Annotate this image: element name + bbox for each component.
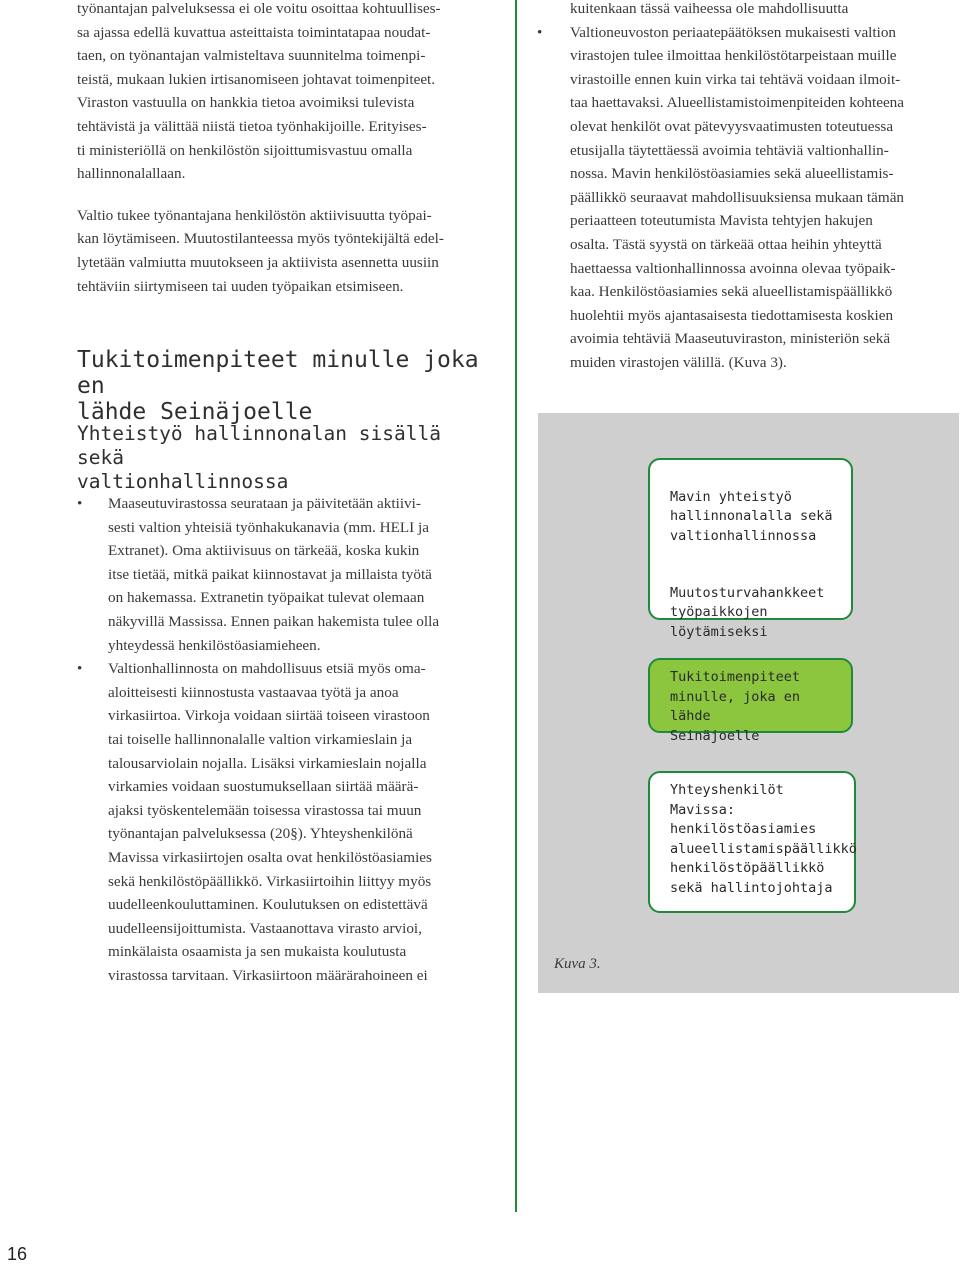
- left-bullet-list: [77, 492, 497, 987]
- list-item: [77, 657, 497, 987]
- bullet-text-3: Valtioneuvoston periaatepäätöksen mukaisesti valtion virastojen tulee ilmoittaa henkilöstötarpeistaan muille virastoille ennen kuin virka tai tehtävä voidaan ilmoit- taa haettavaksi. Alueellistamistoimenpiteiden kohteena olevat henkilöt ovat pätevyysvaatimusten toteutuessa etusijalla täytettäessä avoimia tehtäviä valtionhallin- nossa. Mavin henkilöstöasiamies sekä alueellistamis- päällikkö seuraavat mahdollisuuksiensa mukaan tämän periaatteen toteutumista Mavista tehtyjen hakujen osalta. Tästä syystä on tärkeää ottaa heihin yhteyttä haettaessa valtionhallinnossa avoinna olevaa työpaik- kaa. Henkilöstöasiamies sekä alueellistamispäällikkö huolehtii myös ajantasaisesta tiedottamisesta koskien avoimia tehtäviä Maaseutuviraston, ministeriön sekä muiden virastojen välillä. (Kuva 3).: [570, 23, 905, 371]
- diagram-box-support-measures: Tukitoimenpiteet minulle, joka en lähde Seinäjoelle: [648, 658, 853, 733]
- figure-caption: Kuva 3.: [554, 956, 601, 972]
- box-text: Mavin yhteistyö hallinnonalalla sekä valtionhallinnossa: [670, 488, 833, 544]
- figure-diagram: [538, 413, 959, 993]
- diagram-box-contacts: Yhteyshenkilöt Mavissa: henkilöstöasiamies alueellistamispäällikkö henkilöstöpäällikkö sekä hallintojohtaja: [648, 771, 856, 913]
- section-heading: Tukitoimenpiteet minulle joka en lähde Seinäjoelle: [77, 347, 479, 425]
- paragraph-2: Valtio tukee työnantajana henkilöstön aktiivisuutta työpai- kan löytämiseen. Muutostilanteessa myös työntekijältä edel- lytetään valmiutta muutokseen ja aktiivista asennetta uusiin tehtäviin siirtymiseen tai uuden työpaikan etsimiseen.: [77, 206, 444, 295]
- continued-line: kuitenkaan tässä vaiheessa ole mahdollisuutta: [570, 0, 849, 17]
- right-column: [537, 0, 960, 375]
- bullet-icon: •: [537, 23, 543, 41]
- column-divider: [515, 0, 517, 1212]
- diagram-box-cooperation: [648, 458, 853, 640]
- right-bullet-list: [537, 21, 960, 375]
- list-item: [77, 492, 497, 657]
- bullet-text-2: Valtionhallinnosta on mahdollisuus etsiä myös oma- aloitteisesti kiinnostusta vastaavaa työtä ja anoa virkasiirtoa. Virkoja voidaan siirtää toiseen virastoon tai toiselle hallinnonalalle valtion virkamieslain ja talousarviolain nojalla. Lisäksi virkamieslain nojalla virkamies voidaan suostumuksellaan siirtää määrä- ajaksi työskentelemään toisessa virastossa tai muun työnantajan palveluksessa (20§). Yhteyshenkilönä Mavissa virkasiirtojen osalta ovat henkilöstöasiamies sekä henkilöstöpäällikkö. Virkasiirtoihin liittyy myös uudelleenkouluttaminen. Koulutuksen on edistettävä uudelleensijoittumista. Vastaanottava virasto arvioi, minkälaista osaamista ja sen mukaista koulutusta virastossa tarvitaan. Virkasiirtoon määrärahoineen ei: [108, 660, 432, 984]
- paragraph-1: työnantajan palveluksessa ei ole voitu osoittaa kohtuullises- sa ajassa edellä kuvattua asteittaista toimintatapaa noudat- taen, on työnantajan valmisteltava suunnitelma toimenpi- teistä, mukaan lukien irtisanomiseen johtavat toimenpiteet. Viraston vastuulla on hankkia tietoa avoimiksi tulevista tehtävistä ja välittää niistä tietoa työnhakijoille. Erityises- ti ministeriöllä on henkilöstön sijoittumisvastuu omalla hallinnonalallaan.: [77, 0, 441, 183]
- left-column: [77, 0, 502, 316]
- subsection-heading: Yhteistyö hallinnonalan sisällä sekä valtionhallinnossa: [77, 422, 441, 493]
- bullet-text-1: Maaseutuvirastossa seurataan ja päivitetään aktiivi- sesti valtion yhteisiä työnhakukanavia (mm. HELI ja Extranet). Oma aktiivisuus on tärkeää, koska kukin itse tietää, mitkä paikat kiinnostavat ja millaista työtä on hakemassa. Extranetin työpaikat tulevat olemaan näkyvillä Massissa. Ennen paikan hakemista tulee olla yhteydessä henkilöstöasiamieheen.: [108, 495, 440, 654]
- list-item: [537, 21, 960, 375]
- box-text: Muutosturvahankkeet työpaikkojen löytämiseksi: [670, 584, 825, 640]
- page-number: 16: [6, 1244, 28, 1264]
- bullet-icon: •: [77, 660, 83, 678]
- bullet-icon: •: [77, 495, 83, 512]
